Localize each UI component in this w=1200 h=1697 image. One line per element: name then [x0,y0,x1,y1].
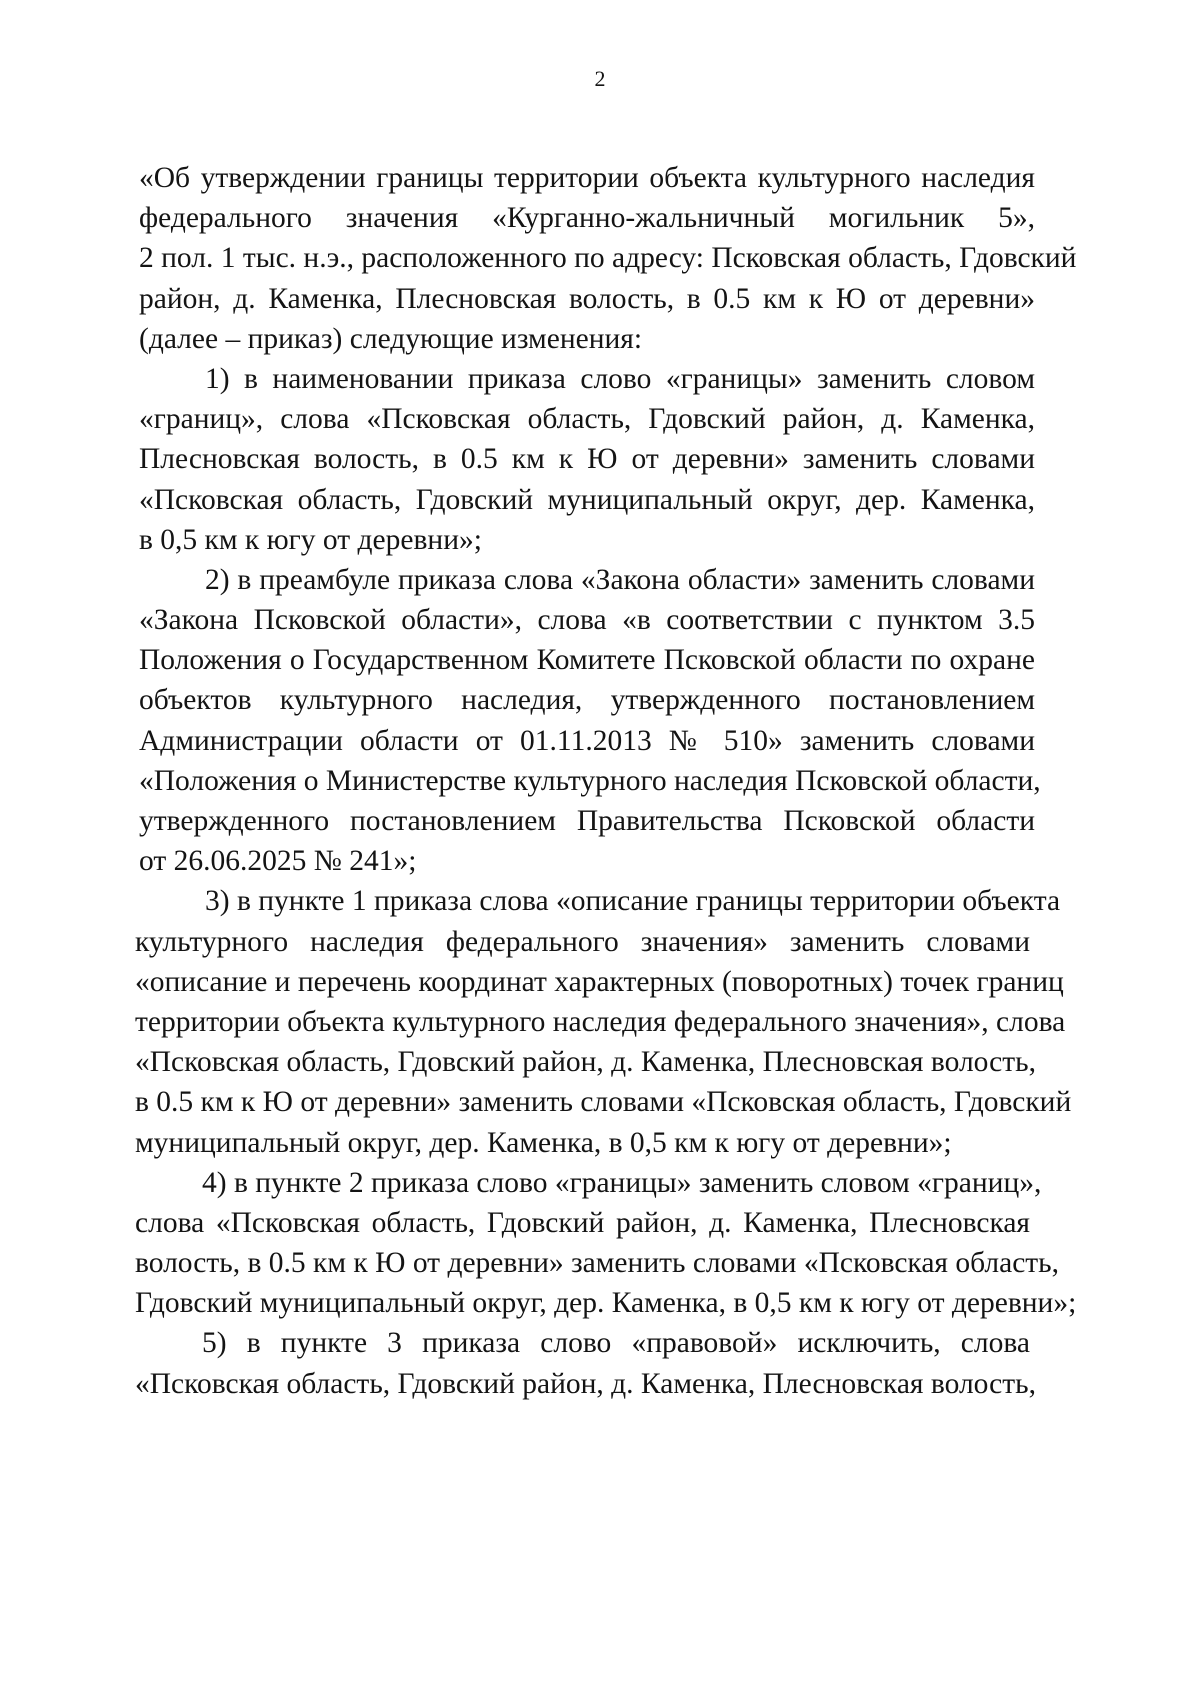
text-line: (далее – приказ) следующие изменения: [139,322,643,355]
text-line: «описание и перечень координат характерных (поворотных) точек границ [135,965,1064,998]
list-item-3 [0,881,1200,1162]
text-line: территории объекта культурного наследия федерального значения», слова [135,1005,1066,1038]
text-line: 4) в пункте 2 приказа слово «границы» заменить словом «границ», [202,1166,1042,1199]
text-line: Гдовский муниципальный округ, дер. Каменка, в 0,5 км к югу от деревни»; [135,1287,1077,1320]
page-number: 2 [594,66,606,91]
paragraph-order-title [0,158,1200,359]
text-line: Администрации области от 01.11.2013 № 510» заменить словами [139,724,1035,757]
text-line: Положения о Государственном Комитете Псковской области по охране [139,644,1035,677]
text-line: 1) в наименовании приказа слово «границы» заменить словом [205,362,1035,395]
text-line: «Закона Псковской области», слова «в соответствии с пунктом 3.5 [139,604,1035,637]
text-line: «Псковская область, Гдовский район, д. Каменка, Плесновская волость, [135,1046,1036,1079]
text-line: федерального значения «Курганно-жальничный могильник 5», [139,202,1035,235]
text-line: слова «Псковская область, Гдовский район, д. Каменка, Плесновская [135,1206,1030,1239]
text-line: «Псковская область, Гдовский район, д. Каменка, Плесновская волость, [135,1367,1036,1400]
text-line: в 0.5 км к Ю от деревни» заменить словами «Псковская область, Гдовский [135,1086,1072,1119]
text-line: Плесновская волость, в 0.5 км к Ю от деревни» заменить словами [139,443,1035,476]
text-line: утвержденного постановлением Правительства Псковской области [139,805,1035,837]
text-line: 5) в пункте 3 приказа слово «правовой» исключить, слова [202,1327,1030,1360]
text-line: «Об утверждении границы территории объекта культурного наследия [139,162,1035,194]
text-line: 2 пол. 1 тыс. н.э., расположенного по адресу: Псковская область, Гдовский [139,242,1077,275]
document-body [0,158,1200,1404]
list-item-5 [0,1323,1200,1403]
text-line: «Положения о Министерстве культурного наследия Псковской области, [139,764,1041,797]
text-line: «Псковская область, Гдовский муниципальный округ, дер. Каменка, [139,483,1035,516]
list-item-1 [0,359,1200,560]
text-line: волость, в 0.5 км к Ю от деревни» заменить словами «Псковская область, [135,1247,1060,1280]
text-line: 3) в пункте 1 приказа слова «описание границы территории объекта [205,885,1061,918]
text-line: 2) в преамбуле приказа слова «Закона области» заменить словами [205,563,1035,596]
list-item-4 [0,1163,1200,1324]
text-line: в 0,5 км к югу от деревни»; [139,523,482,556]
list-item-2 [0,560,1200,882]
text-line: объектов культурного наследия, утвержденного постановлением [139,684,1035,717]
text-line: муниципальный округ, дер. Каменка, в 0,5 км к югу от деревни»; [135,1126,952,1159]
text-line: район, д. Каменка, Плесновская волость, в 0.5 км к Ю от деревни» [139,282,1035,315]
text-line: от 26.06.2025 № 241»; [139,845,417,878]
text-line: культурного наследия федерального значения» заменить словами [135,925,1030,958]
text-line: «границ», слова «Псковская область, Гдовский район, д. Каменка, [139,403,1035,436]
